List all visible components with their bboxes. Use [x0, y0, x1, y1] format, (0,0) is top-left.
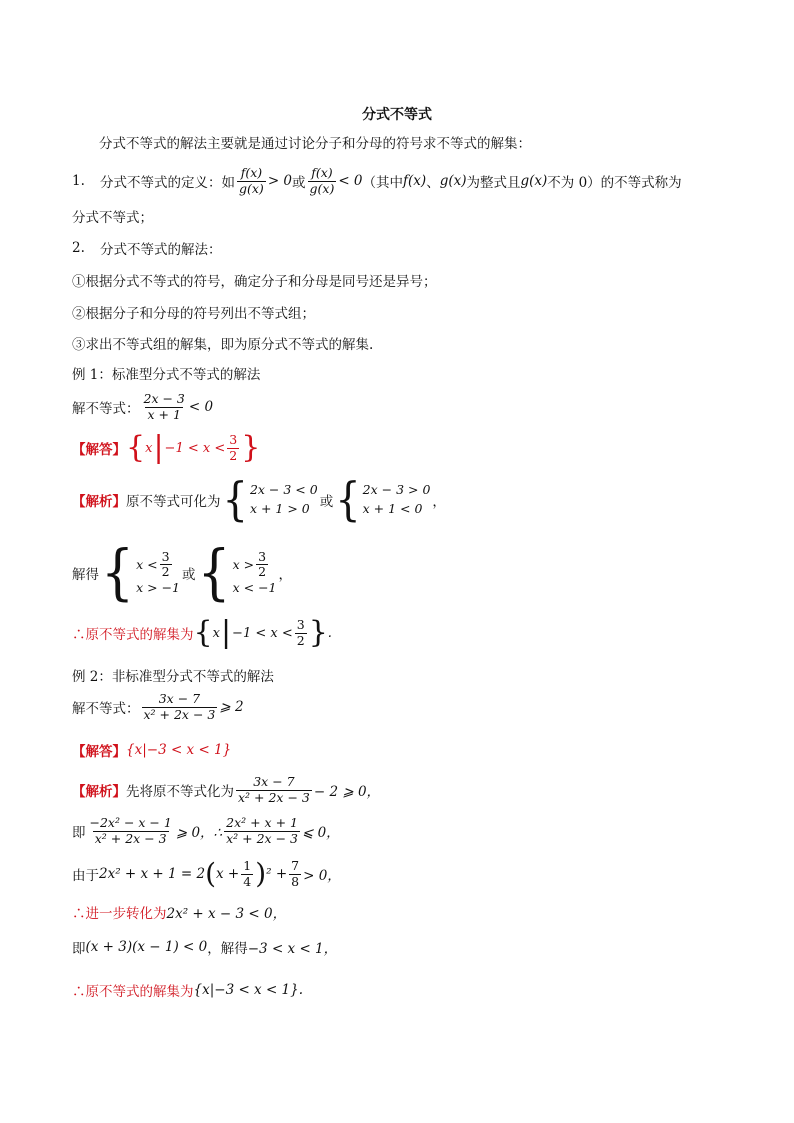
system-row: x > −1	[136, 579, 180, 595]
system-row: x < −1	[232, 579, 277, 595]
fraction-three-halves	[160, 550, 172, 580]
fraction-denominator: g(x)	[309, 180, 335, 196]
fraction-numerator: 3	[296, 617, 305, 633]
fraction-numerator: 3x − 7	[158, 691, 201, 707]
step-2: ②根据分子和分母的符号列出不等式组；	[72, 306, 315, 322]
fraction-denominator: x² + 2x − 3	[94, 830, 167, 846]
fraction-one-quarter	[241, 859, 253, 889]
fraction-numerator: 7	[291, 858, 300, 874]
item-1-fx: f(x)	[403, 173, 427, 189]
system-row: x + 1 > 0	[249, 501, 310, 516]
fraction-denominator: 2	[296, 632, 305, 648]
analysis-text: 原不等式可化为	[126, 494, 221, 510]
fraction-denominator: 2	[258, 564, 267, 580]
item-2	[72, 238, 222, 258]
example-1-conclusion	[72, 615, 332, 651]
example-2-title: 例 2：非标准型分式不等式的解法	[72, 669, 274, 685]
example-1-prompt: 解不等式：	[72, 401, 140, 417]
item-1-gx2: g(x)	[520, 173, 548, 189]
step-math: 2x² + x − 3 < 0，	[166, 906, 287, 922]
item-2-text: 分式不等式的解法：	[100, 242, 222, 258]
step-text: ，解得	[207, 941, 248, 957]
set-variable: x	[212, 625, 220, 641]
fraction-denominator: 4	[243, 873, 252, 889]
example-2-conclusion	[72, 980, 303, 1000]
example-1-title: 例 1：标准型分式不等式的解法	[72, 367, 261, 383]
conclusion-text: ∴原不等式的解集为	[72, 984, 194, 1000]
analysis-tag: 【解析】	[72, 784, 126, 800]
comma: ，	[432, 494, 446, 510]
example-1-solution	[72, 538, 292, 608]
system-row-text: x <	[136, 556, 158, 572]
conclusion-set: {x|−3 < x < 1}.	[193, 982, 304, 998]
fraction-denominator: 8	[291, 873, 300, 889]
item-1-number: 1.	[72, 173, 85, 189]
item-1-or: 或	[292, 175, 306, 191]
step-math: x +	[216, 866, 240, 882]
example-2-step-2	[72, 814, 340, 848]
intro-text: 分式不等式的解法主要就是通过讨论分子和分母的符号求不等式的解集：	[99, 136, 531, 152]
fraction-three-halves	[227, 433, 239, 463]
set-condition: −1 < x <	[232, 625, 293, 641]
example-2-step-4	[72, 902, 286, 922]
fraction-denominator: 2	[161, 564, 170, 580]
step-fraction-2	[224, 816, 300, 846]
step-text: ∴进一步转化为	[72, 906, 167, 922]
system-row	[233, 550, 277, 580]
step-relation: ⩽ 0，	[301, 825, 340, 841]
example-2-relation: ⩾ 2	[219, 699, 244, 715]
fraction-numerator: f(x)	[240, 165, 263, 181]
item-1-gt0: > 0	[267, 173, 293, 189]
answer-tag: 【解答】	[72, 744, 126, 760]
example-1-analysis	[72, 473, 446, 527]
answer-set: {x|−3 < x < 1}	[126, 742, 232, 758]
step-relation: ⩾ 0，∴	[175, 825, 223, 841]
fraction-denominator: x² + 2x − 3	[143, 706, 216, 722]
analysis-tail: − 2 ⩾ 0，	[313, 784, 381, 800]
step-text: 即	[72, 941, 86, 957]
fraction-denominator: x² + 2x − 3	[238, 789, 310, 805]
example-2-problem	[72, 690, 244, 724]
fraction-numerator: 2x² + x + 1	[226, 815, 298, 831]
analysis-text: 先将原不等式化为	[126, 784, 234, 800]
example-1-answer	[72, 430, 260, 466]
item-1-sep: 、	[426, 175, 440, 191]
fraction-numerator: −2x² − x − 1	[89, 815, 172, 831]
fraction-denominator: g(x)	[239, 180, 264, 196]
fraction-numerator: 3x − 7	[253, 774, 295, 790]
system-row-text: x >	[232, 556, 255, 572]
example-2-step-3	[72, 856, 341, 892]
step-3: ③求出不等式组的解集，即为原分式不等式的解集.	[72, 337, 374, 353]
step-math: > 0，	[303, 868, 341, 884]
item-1	[72, 164, 682, 198]
item-1-continuation: 分式不等式；	[72, 210, 153, 226]
fraction-three-halves	[295, 618, 307, 648]
example-2-answer	[72, 740, 231, 760]
fraction-denominator: x² + 2x − 3	[226, 830, 298, 846]
system-row: x + 1 < 0	[362, 501, 423, 516]
step-1: ①根据分式不等式的符号，确定分子和分母是同号还是异号；	[72, 274, 437, 290]
item-1-text-a: 分式不等式的定义：如	[100, 175, 235, 191]
analysis-tag: 【解析】	[72, 494, 126, 510]
item-1-lt0: < 0	[338, 173, 363, 189]
paren-close: )	[255, 857, 267, 890]
solution-system-2: { x > $\frac{3}{2}$ x < −1	[197, 538, 277, 608]
item-1-gx: g(x)	[439, 173, 467, 189]
step-math: 2x² + x + 1 = 2	[99, 866, 206, 882]
definition-fraction-1	[237, 166, 266, 196]
fraction-numerator: 2x − 3	[143, 391, 185, 407]
fraction-numerator: 3	[258, 549, 267, 564]
fraction-seven-eighths	[289, 859, 301, 889]
step-math: ² +	[266, 866, 288, 882]
or-text: 或	[319, 494, 334, 510]
step-math: (x + 3)(x − 1) < 0	[85, 939, 208, 955]
item-1-text-d: 不为 0）的不等式称为	[547, 175, 682, 191]
example-2-fraction	[142, 692, 218, 722]
or-text: 或	[182, 567, 196, 583]
system-row	[136, 550, 180, 580]
set-condition: −1 < x <	[164, 440, 226, 456]
fraction-denominator: x + 1	[147, 406, 181, 422]
system-row: 2x − 3 > 0	[362, 482, 431, 498]
page-title: 分式不等式	[362, 107, 432, 123]
answer-set: { x | −1 < x < $\frac{3}{2}$ }	[126, 430, 261, 465]
definition-fraction-2	[308, 166, 337, 196]
fraction-numerator: 1	[243, 858, 252, 874]
item-1-text-c: 为整式且	[466, 175, 521, 191]
fraction-numerator: 3	[161, 549, 170, 564]
example-2-step-5	[72, 937, 337, 957]
step-fraction-1	[88, 816, 174, 846]
answer-tag: 【解答】	[72, 442, 126, 458]
fraction-denominator: 2	[229, 447, 238, 463]
example-2-analysis	[72, 773, 380, 807]
inequality-system-2: { 2x − 3 > 0 x + 1 < 0	[335, 473, 431, 527]
solve-text: 解得	[72, 567, 99, 583]
set-variable: x	[145, 440, 153, 456]
example-2-prompt: 解不等式：	[72, 701, 140, 717]
fraction-numerator: f(x)	[311, 165, 333, 181]
comma: ，	[278, 567, 292, 583]
conclusion-text: ∴原不等式的解集为	[72, 627, 194, 643]
step-text: 即	[72, 825, 86, 841]
paren-open: (	[205, 857, 217, 890]
example-1-relation: < 0	[188, 399, 214, 415]
item-2-number: 2.	[72, 240, 85, 256]
example-1-fraction	[142, 392, 187, 422]
step-text: 由于	[72, 868, 99, 884]
item-1-text-b: （其中	[362, 175, 404, 191]
conclusion-set: { x | −1 < x < $\frac{3}{2}$ } .	[193, 615, 332, 650]
analysis-fraction	[236, 775, 312, 805]
period: .	[327, 625, 332, 641]
step-math: −3 < x < 1，	[247, 941, 338, 957]
fraction-three-halves	[256, 550, 268, 580]
solution-system-1: { x < $\frac{3}{2}$ x > −1	[101, 538, 180, 608]
system-row: 2x − 3 < 0	[249, 482, 318, 498]
example-1-problem	[72, 390, 213, 424]
inequality-system-1: { 2x − 3 < 0 x + 1 > 0	[222, 473, 318, 527]
fraction-numerator: 3	[229, 432, 238, 448]
